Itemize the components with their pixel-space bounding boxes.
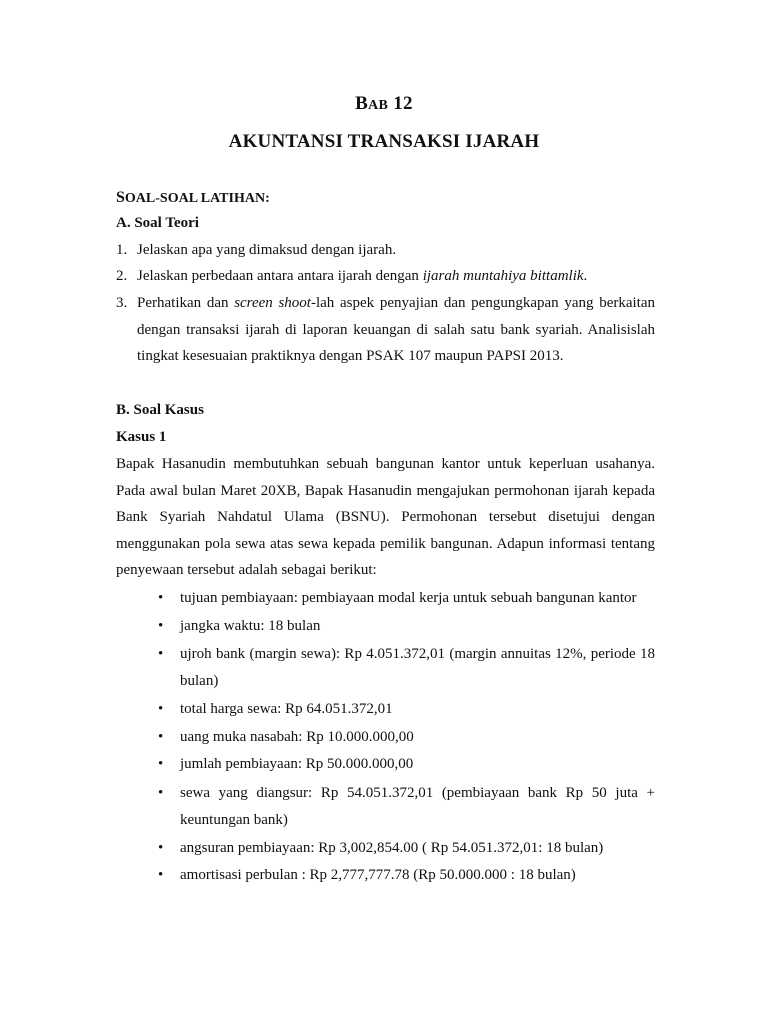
theory-item-1: Jelaskan apa yang dimaksud dengan ijarah. — [137, 242, 397, 258]
theory-item-3-line3: tingkat kesesuaian praktiknya dengan PSAK 107 maupun PAPSI 2013. — [137, 348, 564, 364]
bullet-icon: • — [158, 729, 164, 745]
chapter-heading — [0, 93, 768, 115]
exercises-heading-rest: OAL-SOAL LATIHAN: — [124, 191, 270, 206]
case-paragraph-line: penyewaan tersebut adalah sebagai berikut: — [116, 562, 377, 578]
case-bullet-item-continued: bulan) — [180, 673, 219, 689]
case-bullet-item: angsuran pembiayaan: Rp 3,002,854.00 ( Rp 54.051.372,01: 18 bulan) — [180, 840, 604, 856]
bullet-icon: • — [158, 867, 164, 883]
list-number: 3. — [116, 295, 128, 311]
theory-item-2-text: Jelaskan perbedaan antara antara ijarah dengan — [137, 268, 423, 284]
case-bullet-item: jumlah pembiayaan: Rp 50.000.000,00 — [180, 756, 414, 772]
bullet-icon: • — [158, 756, 164, 772]
theory-item-2 — [137, 268, 587, 285]
chapter-label-first: B — [355, 93, 369, 114]
case-subheading: Kasus 1 — [116, 429, 167, 445]
case-bullet-item: tujuan pembiayaan: pembiayaan modal kerja untuk sebuah bangunan kantor — [180, 590, 637, 606]
bullet-icon: • — [158, 840, 164, 856]
case-bullet-item: uang muka nasabah: Rp 10.000.000,00 — [180, 729, 414, 745]
bullet-icon: • — [158, 646, 164, 662]
theory-item-2-end: . — [583, 268, 588, 284]
theory-item-3-text: Perhatikan dan — [137, 295, 235, 311]
theory-item-3-line2: dengan transaksi ijarah di laporan keuangan di salah satu bank syariah. Analisislah — [137, 322, 655, 338]
theory-item-3-rest: -lah aspek penyajian dan pengungkapan yang berkaitan — [310, 295, 655, 311]
bullet-icon: • — [158, 618, 164, 634]
case-paragraph-line: menggunakan pola sewa atas sewa kepada pemilik bangunan. Adapun informasi tentang — [116, 536, 655, 552]
chapter-title: AKUNTANSI TRANSAKSI IJARAH — [228, 131, 540, 152]
case-heading: B. Soal Kasus — [116, 402, 204, 418]
case-paragraph-line: Bapak Hasanudin membutuhkan sebuah bangunan kantor untuk keperluan usahanya. — [116, 456, 655, 472]
list-number: 2. — [116, 268, 128, 284]
theory-heading: A. Soal Teori — [116, 215, 199, 231]
case-bullet-item-continued: keuntungan bank) — [180, 812, 288, 828]
bullet-icon: • — [158, 785, 164, 801]
case-paragraph-line: Bank Syariah Nahdatul Ulama (BSNU). Permohonan tersebut disetujui dengan — [116, 509, 655, 525]
exercises-heading — [116, 189, 270, 207]
case-bullet-item: total harga sewa: Rp 64.051.372,01 — [180, 701, 393, 717]
theory-item-2-italic: ijarah muntahiya bittamlik — [422, 268, 584, 284]
bullet-icon: • — [158, 701, 164, 717]
case-bullet-item: ujroh bank (margin sewa): Rp 4.051.372,01 (margin annuitas 12%, periode 18 — [180, 646, 655, 662]
theory-item-3-italic: screen shoot — [234, 295, 311, 311]
chapter-label-rest: AB — [368, 98, 389, 113]
case-paragraph-line: Pada awal bulan Maret 20XB, Bapak Hasanudin mengajukan permohonan ijarah kepada — [116, 483, 655, 499]
case-bullet-item: jangka waktu: 18 bulan — [180, 618, 321, 634]
bullet-icon: • — [158, 590, 164, 606]
theory-item-3-line1 — [137, 295, 655, 312]
list-number: 1. — [116, 242, 128, 258]
case-bullet-item: amortisasi perbulan : Rp 2,777,777.78 (Rp 50.000.000 : 18 bulan) — [180, 867, 576, 883]
exercises-heading-first: S — [116, 189, 125, 206]
chapter-number: 12 — [393, 93, 413, 114]
case-bullet-item: sewa yang diangsur: Rp 54.051.372,01 (pembiayaan bank Rp 50 juta + — [180, 785, 655, 801]
